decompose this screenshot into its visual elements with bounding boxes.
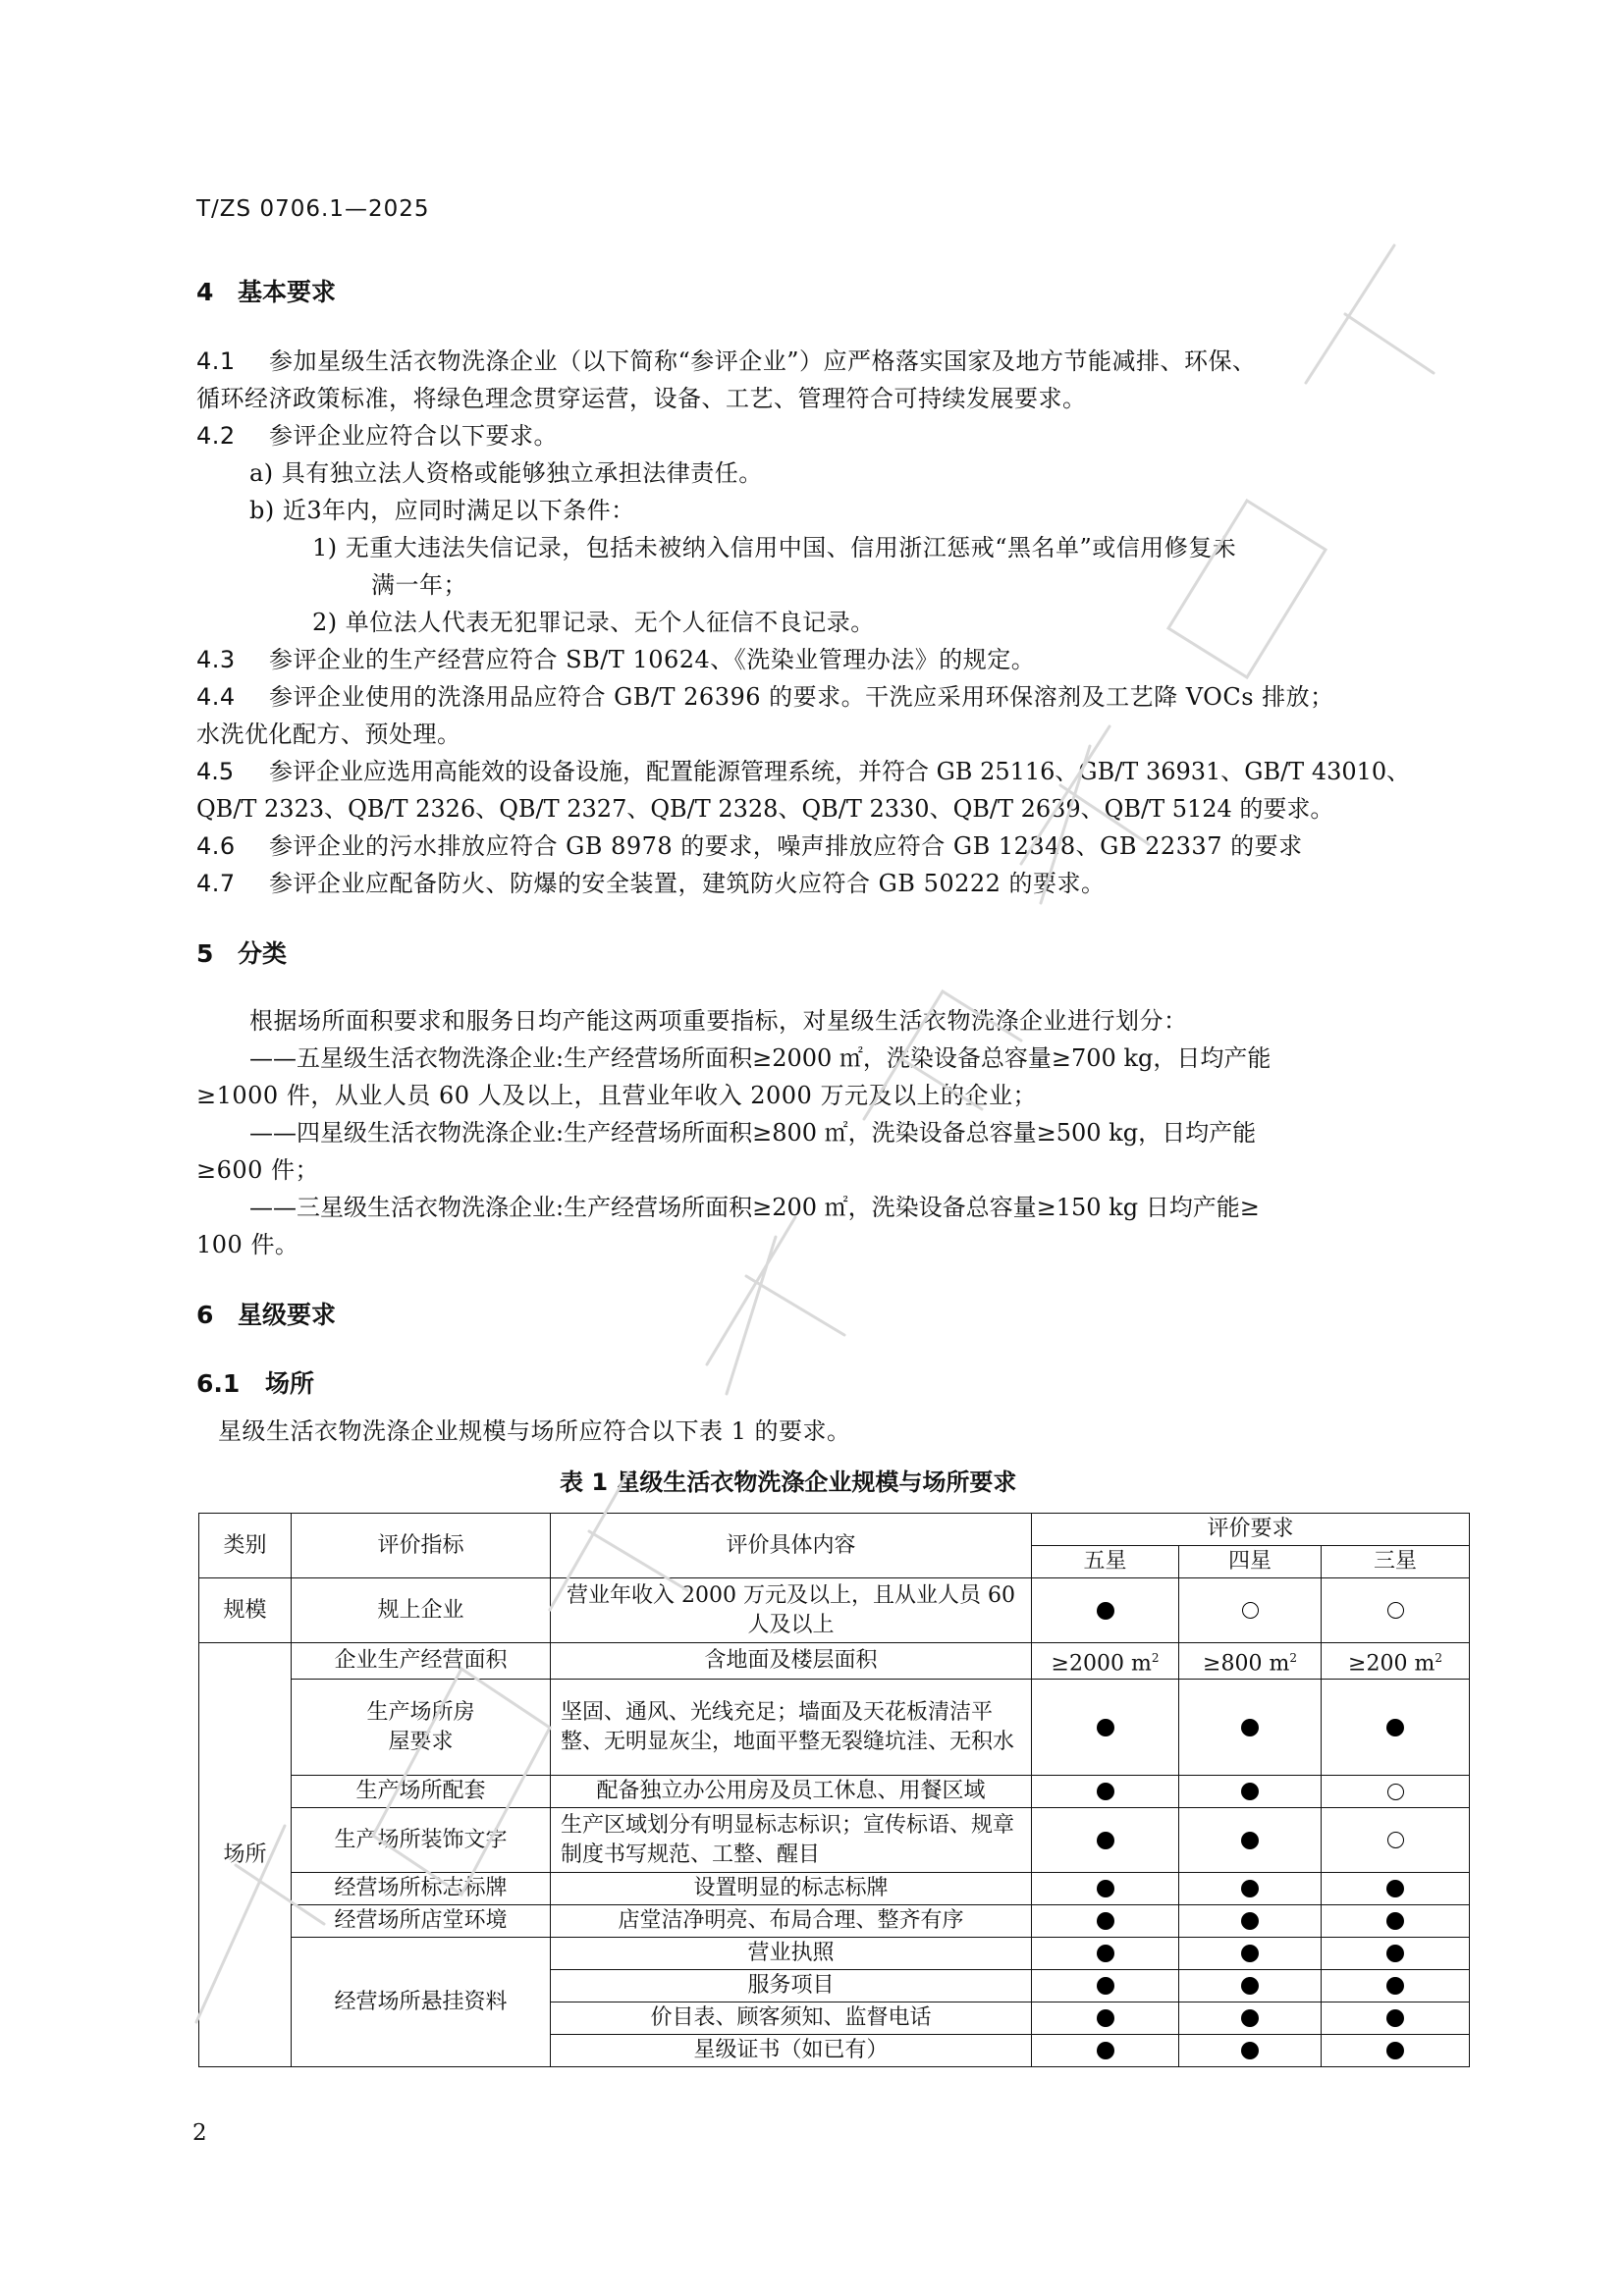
content-cell: 营业执照 xyxy=(551,1938,1032,1970)
five-star-cell xyxy=(1032,1643,1179,1680)
header-content: 评价具体内容 xyxy=(551,1514,1032,1578)
three-star-cell xyxy=(1322,1873,1470,1905)
section-4-heading xyxy=(196,273,336,308)
five-star-cell xyxy=(1032,2035,1179,2067)
five-star-cell xyxy=(1032,1680,1179,1776)
five-star-line1: ——五星级生活衣物洗涤企业:生产经营场所面积≥2000 ㎡，洗染设备总容量≥700 kg，日均产能 xyxy=(249,1044,1272,1072)
para-text: 参评企业应选用高能效的设备设施，配置能源管理系统，并符合 GB 25116、GB/T 36931、GB/T 43010、 xyxy=(269,758,1411,785)
filled-circle-icon xyxy=(1097,1783,1114,1800)
five-star-cell xyxy=(1032,1578,1179,1643)
category-cell: 场所 xyxy=(199,1643,292,2067)
section-5-heading xyxy=(196,934,287,970)
four-star-cell xyxy=(1179,1873,1322,1905)
filled-circle-icon xyxy=(1241,1977,1259,1995)
category-cell: 规模 xyxy=(199,1578,292,1643)
filled-circle-icon xyxy=(1241,2042,1259,2059)
clause-number: 4.7 xyxy=(196,870,236,897)
filled-circle-icon xyxy=(1241,1832,1259,1849)
clause-number: 4.5 xyxy=(196,758,235,785)
indicator-cell: 企业生产经营面积 xyxy=(292,1643,551,1680)
section-6-heading xyxy=(196,1296,336,1331)
para-4-4-line2: 水洗优化配方、预处理。 xyxy=(196,721,461,748)
table-row xyxy=(199,1873,1470,1905)
item-b1-line2: 满一年； xyxy=(371,571,467,599)
filled-circle-icon xyxy=(1097,2042,1114,2059)
content-cell: 坚固、通风、光线充足；墙面及天花板清洁平整、无明显灰尘，地面平整无裂缝坑洼、无积水 xyxy=(551,1680,1032,1776)
indicator-cell: 生产场所装饰文字 xyxy=(292,1808,551,1873)
four-star-cell xyxy=(1179,1970,1322,2002)
filled-circle-icon xyxy=(1097,1880,1114,1897)
section-title: 基本要求 xyxy=(238,278,337,306)
filled-circle-icon xyxy=(1241,1945,1259,1962)
header-requirement: 评价要求 xyxy=(1032,1514,1470,1546)
item-a: a) 具有独立法人资格或能够独立承担法律责任。 xyxy=(249,459,763,487)
hollow-circle-icon xyxy=(1387,1784,1404,1800)
section-number: 6 xyxy=(196,1301,214,1329)
header-indicator: 评价指标 xyxy=(292,1514,551,1578)
unit-superscript: 2 xyxy=(1151,1651,1160,1665)
three-star-cell xyxy=(1322,1680,1470,1776)
header-five-star: 五星 xyxy=(1032,1546,1179,1578)
section-number: 6.1 xyxy=(196,1369,241,1398)
para-text: 参评企业的污水排放应符合 GB 8978 的要求，噪声排放应符合 GB 12348、GB 22337 的要求 xyxy=(269,832,1303,860)
para-4-6 xyxy=(196,827,1303,861)
indicator-cell: 规上企业 xyxy=(292,1578,551,1643)
four-star-cell xyxy=(1179,1643,1322,1680)
clause-number: 4.1 xyxy=(196,347,236,375)
filled-circle-icon xyxy=(1241,1783,1259,1800)
header-four-star: 四星 xyxy=(1179,1546,1322,1578)
filled-circle-icon xyxy=(1097,1945,1114,1962)
five-star-cell xyxy=(1032,2002,1179,2035)
indicator-cell: 生产场所房屋要求 xyxy=(292,1680,551,1776)
filled-circle-icon xyxy=(1386,1945,1404,1962)
filled-circle-icon xyxy=(1241,2009,1259,2027)
table-row xyxy=(199,1643,1470,1680)
three-star-cell xyxy=(1322,1643,1470,1680)
para-4-5-line2: QB/T 2323、QB/T 2326、QB/T 2327、QB/T 2328、QB/T 2330、QB/T 2639、QB/T 5124 的要求。 xyxy=(196,795,1334,823)
content-cell: 营业年收入 2000 万元及以上，且从业人员 60 人及以上 xyxy=(551,1578,1032,1643)
five-star-cell xyxy=(1032,1938,1179,1970)
para-4-4-line1 xyxy=(196,677,1334,712)
four-star-cell xyxy=(1179,1680,1322,1776)
indicator-cell: 经营场所店堂环境 xyxy=(292,1905,551,1938)
four-star-cell xyxy=(1179,2035,1322,2067)
para-text: 参评企业应配备防火、防爆的安全装置，建筑防火应符合 GB 50222 的要求。 xyxy=(269,870,1106,897)
header-category: 类别 xyxy=(199,1514,292,1578)
section-number: 5 xyxy=(196,939,214,968)
table-caption: 表 1 星级生活衣物洗涤企业规模与场所要求 xyxy=(560,1468,1017,1496)
content-cell: 星级证书（如已有） xyxy=(551,2035,1032,2067)
four-star-cell xyxy=(1179,1578,1322,1643)
area-value: ≥200 m xyxy=(1348,1651,1435,1677)
four-star-cell xyxy=(1179,2002,1322,2035)
three-star-cell xyxy=(1322,1905,1470,1938)
clause-number: 4.6 xyxy=(196,832,236,860)
filled-circle-icon xyxy=(1386,2042,1404,2059)
para-text: 参加星级生活衣物洗涤企业（以下简称“参评企业”）应严格落实国家及地方节能减排、环保、 xyxy=(269,347,1257,375)
four-star-line2: ≥600 件； xyxy=(196,1156,320,1184)
document-id: T/ZS 0706.1—2025 xyxy=(196,196,430,222)
five-star-cell xyxy=(1032,1970,1179,2002)
indicator-cell: 生产场所配套 xyxy=(292,1776,551,1808)
table-row xyxy=(199,1905,1470,1938)
filled-circle-icon xyxy=(1097,2009,1114,2027)
three-star-line2: 100 件。 xyxy=(196,1231,299,1258)
clause-number: 4.2 xyxy=(196,422,236,450)
clause-number: 4.3 xyxy=(196,646,236,673)
filled-circle-icon xyxy=(1097,1977,1114,1995)
para-text: 参评企业使用的洗涤用品应符合 GB/T 26396 的要求。干洗应采用环保溶剂及工艺降 VOCs 排放； xyxy=(269,683,1334,711)
filled-circle-icon xyxy=(1386,1880,1404,1897)
hollow-circle-icon xyxy=(1387,1832,1404,1848)
item-b2: 2) 单位法人代表无犯罪记录、无个人征信不良记录。 xyxy=(312,609,875,636)
hollow-circle-icon xyxy=(1242,1602,1259,1619)
table-row xyxy=(199,1680,1470,1776)
filled-circle-icon xyxy=(1097,1602,1114,1620)
three-star-cell xyxy=(1322,1938,1470,1970)
para-text: 参评企业的生产经营应符合 SB/T 10624、《洗染业管理办法》的规定。 xyxy=(269,646,1036,673)
five-star-cell xyxy=(1032,1776,1179,1808)
table-row xyxy=(199,1938,1470,1970)
table-row xyxy=(199,1808,1470,1873)
three-star-cell xyxy=(1322,1578,1470,1643)
hollow-circle-icon xyxy=(1387,1602,1404,1619)
four-star-cell xyxy=(1179,1905,1322,1938)
five-star-cell xyxy=(1032,1905,1179,1938)
five-star-cell xyxy=(1032,1873,1179,1905)
filled-circle-icon xyxy=(1097,1832,1114,1849)
table-intro: 星级生活衣物洗涤企业规模与场所应符合以下表 1 的要求。 xyxy=(218,1417,851,1445)
clause-number: 4.4 xyxy=(196,683,236,711)
three-star-cell xyxy=(1322,1970,1470,2002)
section-title: 分类 xyxy=(238,939,288,968)
filled-circle-icon xyxy=(1097,1719,1114,1736)
four-star-cell xyxy=(1179,1938,1322,1970)
content-cell: 设置明显的标志标牌 xyxy=(551,1873,1032,1905)
filled-circle-icon xyxy=(1386,1719,1404,1736)
filled-circle-icon xyxy=(1097,1912,1114,1930)
content-cell: 配备独立办公用房及员工休息、用餐区域 xyxy=(551,1776,1032,1808)
filled-circle-icon xyxy=(1241,1912,1259,1930)
content-cell: 服务项目 xyxy=(551,1970,1032,2002)
indicator-cell: 经营场所悬挂资料 xyxy=(292,1938,551,2067)
page-number: 2 xyxy=(192,2120,207,2146)
three-star-cell xyxy=(1322,2002,1470,2035)
para-4-3 xyxy=(196,640,1035,674)
item-b1-line1: 1) 无重大违法失信记录，包括未被纳入信用中国、信用浙江惩戒“黑名单”或信用修复未 xyxy=(312,534,1237,561)
filled-circle-icon xyxy=(1241,1719,1259,1736)
indicator-cell: 经营场所标志标牌 xyxy=(292,1873,551,1905)
area-value: ≥2000 m xyxy=(1051,1651,1152,1677)
para-4-2 xyxy=(196,416,558,451)
para-4-5-line1 xyxy=(196,752,1410,786)
content-cell: 店堂洁净明亮、布局合理、整齐有序 xyxy=(551,1905,1032,1938)
unit-superscript: 2 xyxy=(1289,1651,1297,1665)
table-row xyxy=(199,1578,1470,1643)
five-star-line2: ≥1000 件，从业人员 60 人及以上，且营业年收入 2000 万元及以上的企业； xyxy=(196,1082,1037,1109)
header-three-star: 三星 xyxy=(1322,1546,1470,1578)
para-4-1-line1 xyxy=(196,342,1257,376)
four-star-cell xyxy=(1179,1808,1322,1873)
three-star-cell xyxy=(1322,1808,1470,1873)
section-title: 场所 xyxy=(265,1369,315,1398)
filled-circle-icon xyxy=(1241,1880,1259,1897)
content-cell: 含地面及楼层面积 xyxy=(551,1643,1032,1680)
section-title: 星级要求 xyxy=(238,1301,337,1329)
para-text: 参评企业应符合以下要求。 xyxy=(269,422,558,450)
item-b: b) 近3年内，应同时满足以下条件： xyxy=(249,497,635,524)
filled-circle-icon xyxy=(1386,1977,1404,1995)
four-star-line1: ——四星级生活衣物洗涤企业:生产经营场所面积≥800 ㎡，洗染设备总容量≥500 kg，日均产能 xyxy=(249,1119,1257,1147)
area-value: ≥800 m xyxy=(1203,1651,1290,1677)
table-row xyxy=(199,1776,1470,1808)
unit-superscript: 2 xyxy=(1435,1651,1442,1665)
requirements-table xyxy=(198,1513,1470,2067)
four-star-cell xyxy=(1179,1776,1322,1808)
section-6-1-heading xyxy=(196,1364,314,1400)
classification-intro: 根据场所面积要求和服务日均产能这两项重要指标，对星级生活衣物洗涤企业进行划分： xyxy=(249,1007,1188,1035)
filled-circle-icon xyxy=(1386,1912,1404,1930)
content-cell: 价目表、顾客须知、监督电话 xyxy=(551,2002,1032,2035)
three-star-cell xyxy=(1322,1776,1470,1808)
section-number: 4 xyxy=(196,278,214,306)
para-4-1-line2: 循环经济政策标准，将绿色理念贯穿运营，设备、工艺、管理符合可持续发展要求。 xyxy=(196,385,1087,412)
para-4-7 xyxy=(196,864,1106,898)
three-star-cell xyxy=(1322,2035,1470,2067)
three-star-line1: ——三星级生活衣物洗涤企业:生产经营场所面积≥200 ㎡，洗染设备总容量≥150 kg 日均产能≥ xyxy=(249,1194,1260,1221)
content-cell: 生产区域划分有明显标志标识；宣传标语、规章制度书写规范、工整、醒目 xyxy=(551,1808,1032,1873)
five-star-cell xyxy=(1032,1808,1179,1873)
filled-circle-icon xyxy=(1386,2009,1404,2027)
